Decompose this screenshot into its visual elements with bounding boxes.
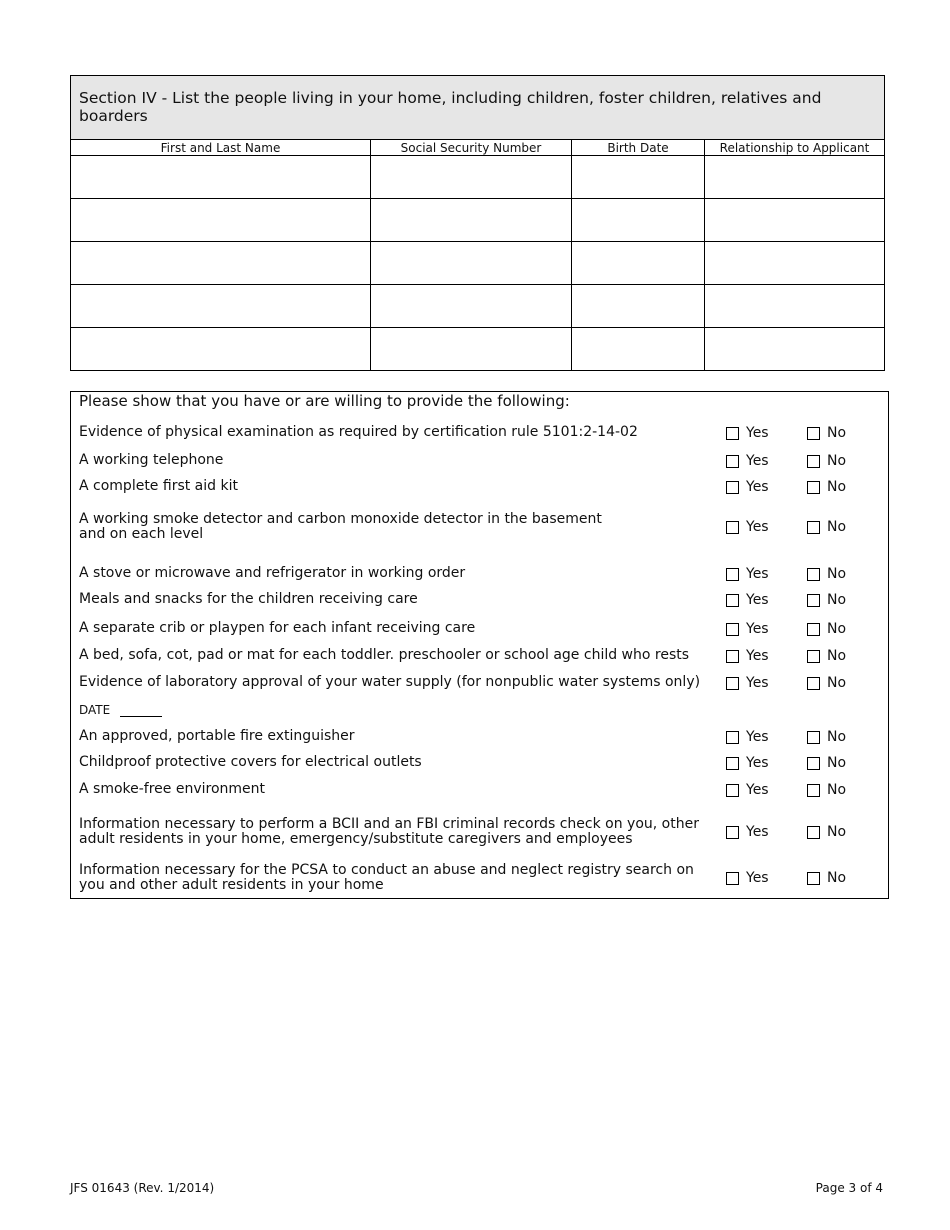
- checklist-item-text: Information necessary for the PCSA to conduct an abuse and neglect registry search on you and other adult residents in your home: [79, 862, 694, 893]
- no-label: No: [827, 621, 847, 637]
- no-checkbox[interactable]: [807, 521, 820, 534]
- checklist-item-text: A working smoke detector and carbon monoxide detector in the basement and on each level: [79, 511, 602, 542]
- no-checkbox[interactable]: [807, 731, 820, 744]
- name-cell[interactable]: [71, 242, 371, 285]
- yes-option[interactable]: [726, 648, 769, 664]
- no-label: No: [827, 870, 847, 886]
- no-option[interactable]: [807, 755, 846, 771]
- no-checkbox[interactable]: [807, 757, 820, 770]
- water-approval-date: [79, 703, 162, 717]
- name-cell[interactable]: [71, 199, 371, 242]
- yes-option[interactable]: [726, 782, 769, 798]
- column-header-birth-date: Birth Date: [572, 140, 705, 156]
- yes-option[interactable]: [726, 479, 769, 495]
- yes-checkbox[interactable]: [726, 521, 739, 534]
- checklist-item-text: A separate crib or playpen for each infant receiving care: [79, 620, 476, 636]
- table-row: [71, 328, 885, 371]
- checklist-item: [71, 453, 888, 470]
- no-label: No: [827, 425, 847, 441]
- yes-checkbox[interactable]: [726, 784, 739, 797]
- checklist-item-text: Evidence of physical examination as required by certification rule 5101:2-14-02: [79, 424, 638, 440]
- form-id: JFS 01643 (Rev. 1/2014): [70, 1181, 215, 1195]
- checklist-item-text: A working telephone: [79, 452, 224, 468]
- yes-option[interactable]: [726, 621, 769, 637]
- no-label: No: [827, 729, 847, 745]
- checklist-item: [71, 817, 888, 849]
- checklist-item-text: A complete first aid kit: [79, 478, 238, 494]
- checklist-intro: Please show that you have or are willing to provide the following:: [79, 392, 570, 410]
- checklist-item: [71, 863, 888, 895]
- checklist-item: [71, 425, 888, 442]
- no-option[interactable]: [807, 425, 846, 441]
- no-option[interactable]: [807, 621, 846, 637]
- yes-checkbox[interactable]: [726, 568, 739, 581]
- yes-checkbox[interactable]: [726, 826, 739, 839]
- yes-option[interactable]: [726, 870, 769, 886]
- checklist-item: [71, 648, 888, 665]
- section-iv-heading: Section IV - List the people living in your home, including children, foster children, relatives and boarders: [71, 76, 885, 140]
- no-checkbox[interactable]: [807, 677, 820, 690]
- no-option[interactable]: [807, 453, 846, 469]
- requirements-checklist: [70, 391, 889, 899]
- checklist-item-text: Childproof protective covers for electrical outlets: [79, 754, 422, 770]
- yes-label: Yes: [746, 675, 769, 691]
- date-field[interactable]: [120, 705, 162, 717]
- yes-option[interactable]: [726, 453, 769, 469]
- checklist-item-text: Evidence of laboratory approval of your water supply (for nonpublic water systems only): [79, 674, 701, 690]
- birth-date-cell[interactable]: [572, 328, 705, 371]
- no-label: No: [827, 824, 847, 840]
- yes-option[interactable]: [726, 675, 769, 691]
- no-option[interactable]: [807, 870, 846, 886]
- checklist-item: [71, 566, 888, 583]
- name-cell[interactable]: [71, 328, 371, 371]
- yes-option[interactable]: [726, 755, 769, 771]
- no-label: No: [827, 519, 847, 535]
- checklist-item-text: An approved, portable fire extinguisher: [79, 728, 355, 744]
- no-checkbox[interactable]: [807, 455, 820, 468]
- no-checkbox[interactable]: [807, 594, 820, 607]
- no-checkbox[interactable]: [807, 427, 820, 440]
- yes-checkbox[interactable]: [726, 731, 739, 744]
- yes-checkbox[interactable]: [726, 757, 739, 770]
- no-option[interactable]: [807, 648, 846, 664]
- table-row: [71, 199, 885, 242]
- no-label: No: [827, 648, 847, 664]
- yes-label: Yes: [746, 648, 769, 664]
- name-cell[interactable]: [71, 156, 371, 199]
- relationship-cell[interactable]: [705, 156, 885, 199]
- checklist-item-text: Information necessary to perform a BCII and an FBI criminal records check on you, other adult residents in your home, emergency/substitute caregivers and employees: [79, 816, 699, 847]
- birth-date-cell[interactable]: [572, 242, 705, 285]
- checklist-item: [71, 592, 888, 609]
- yes-option[interactable]: [726, 824, 769, 840]
- relationship-cell[interactable]: [705, 242, 885, 285]
- yes-checkbox[interactable]: [726, 455, 739, 468]
- table-row: [71, 156, 885, 199]
- ssn-cell[interactable]: [371, 328, 572, 371]
- checklist-item-text: A bed, sofa, cot, pad or mat for each toddler. preschooler or school age child who rests: [79, 647, 690, 663]
- yes-label: Yes: [746, 729, 769, 745]
- yes-option[interactable]: [726, 566, 769, 582]
- no-option[interactable]: [807, 519, 846, 535]
- no-label: No: [827, 782, 847, 798]
- yes-option[interactable]: [726, 729, 769, 745]
- date-label: DATE: [79, 703, 111, 717]
- no-checkbox[interactable]: [807, 568, 820, 581]
- checklist-item: [71, 479, 888, 496]
- yes-label: Yes: [746, 479, 769, 495]
- relationship-cell[interactable]: [705, 285, 885, 328]
- yes-label: Yes: [746, 870, 769, 886]
- yes-option[interactable]: [726, 592, 769, 608]
- no-label: No: [827, 675, 847, 691]
- yes-checkbox[interactable]: [726, 872, 739, 885]
- yes-label: Yes: [746, 566, 769, 582]
- no-label: No: [827, 755, 847, 771]
- checklist-item: [71, 512, 888, 544]
- yes-checkbox[interactable]: [726, 623, 739, 636]
- ssn-cell[interactable]: [371, 199, 572, 242]
- ssn-cell[interactable]: [371, 242, 572, 285]
- checklist-item: [71, 782, 888, 799]
- no-option[interactable]: [807, 566, 846, 582]
- birth-date-cell[interactable]: [572, 156, 705, 199]
- no-option[interactable]: [807, 592, 846, 608]
- checklist-item-text: A stove or microwave and refrigerator in working order: [79, 565, 466, 581]
- yes-checkbox[interactable]: [726, 481, 739, 494]
- table-row: [71, 285, 885, 328]
- checklist-item-text: A smoke-free environment: [79, 781, 266, 797]
- name-cell[interactable]: [71, 285, 371, 328]
- relationship-cell[interactable]: [705, 328, 885, 371]
- yes-label: Yes: [746, 425, 769, 441]
- yes-checkbox[interactable]: [726, 594, 739, 607]
- yes-option[interactable]: [726, 519, 769, 535]
- no-label: No: [827, 566, 847, 582]
- yes-option[interactable]: [726, 425, 769, 441]
- column-header-relationship: Relationship to Applicant: [705, 140, 885, 156]
- no-checkbox[interactable]: [807, 826, 820, 839]
- birth-date-cell[interactable]: [572, 285, 705, 328]
- ssn-cell[interactable]: [371, 156, 572, 199]
- no-option[interactable]: [807, 675, 846, 691]
- no-option[interactable]: [807, 824, 846, 840]
- no-option[interactable]: [807, 729, 846, 745]
- no-label: No: [827, 592, 847, 608]
- no-checkbox[interactable]: [807, 650, 820, 663]
- yes-label: Yes: [746, 755, 769, 771]
- table-row: [71, 242, 885, 285]
- column-header-name: First and Last Name: [71, 140, 371, 156]
- no-checkbox[interactable]: [807, 872, 820, 885]
- no-checkbox[interactable]: [807, 623, 820, 636]
- yes-label: Yes: [746, 453, 769, 469]
- yes-label: Yes: [746, 782, 769, 798]
- checklist-item: [71, 621, 888, 638]
- yes-label: Yes: [746, 592, 769, 608]
- ssn-cell[interactable]: [371, 285, 572, 328]
- yes-label: Yes: [746, 519, 769, 535]
- page-number: Page 3 of 4: [815, 1181, 883, 1195]
- no-label: No: [827, 479, 847, 495]
- birth-date-cell[interactable]: [572, 199, 705, 242]
- yes-checkbox[interactable]: [726, 650, 739, 663]
- section-iv-table: [70, 75, 885, 371]
- yes-checkbox[interactable]: [726, 427, 739, 440]
- checklist-item: [71, 755, 888, 772]
- no-option[interactable]: [807, 479, 846, 495]
- yes-label: Yes: [746, 621, 769, 637]
- no-label: No: [827, 453, 847, 469]
- no-option[interactable]: [807, 782, 846, 798]
- checklist-item-text: Meals and snacks for the children receiving care: [79, 591, 418, 607]
- checklist-item: [71, 729, 888, 746]
- checklist-item: [71, 675, 888, 692]
- no-checkbox[interactable]: [807, 784, 820, 797]
- column-header-ssn: Social Security Number: [371, 140, 572, 156]
- yes-checkbox[interactable]: [726, 677, 739, 690]
- yes-label: Yes: [746, 824, 769, 840]
- relationship-cell[interactable]: [705, 199, 885, 242]
- no-checkbox[interactable]: [807, 481, 820, 494]
